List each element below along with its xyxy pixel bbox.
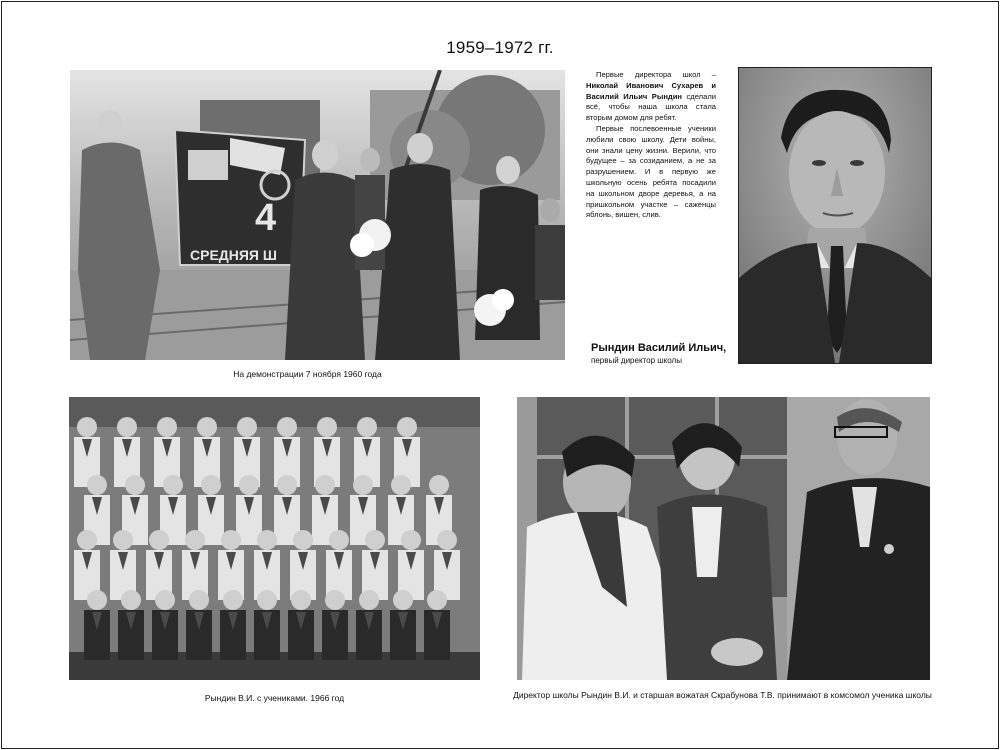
portrait-role: первый директор школы xyxy=(591,356,682,365)
komsomol-caption: Директор школы Рындин В.И. и старшая вожатая Скрабунова Т.В. принимают в комсомол ученика школы xyxy=(513,690,932,700)
demonstration-photo xyxy=(70,70,565,360)
intro-paragraph-2: Первые послевоенные ученики любили свою школу. Дети войны, они знали цену жизни. Верили, что будущее – за созиданием, а не за разрушением. И в первую же школьную осень ребята посадили на школьном дворе деревья, а на пришкольном участке – саженцы яблонь, вишен, слив. xyxy=(586,123,716,220)
intro-text xyxy=(586,70,716,221)
demonstration-caption: На демонстрации 7 ноября 1960 года xyxy=(233,369,382,379)
class-photo xyxy=(69,397,480,680)
komsomol-photo xyxy=(517,397,930,680)
director-portrait xyxy=(738,67,932,364)
page-title: 1959–1972 гг. xyxy=(446,38,554,57)
intro-paragraph-1: Первые директора школ – Николай Иванович Сухарев и Василий Ильич Рындин сделали всё, чтобы наша школа стала вторым домом для ребят. xyxy=(586,70,717,123)
banner-text: СРЕДНЯЯ Ш xyxy=(190,247,277,263)
directors-names: Николай Иванович Сухарев и Василий Ильич Рындин xyxy=(586,80,716,101)
class-caption: Рындин В.И. с учениками. 1966 год xyxy=(204,693,345,703)
banner-number: 4 xyxy=(255,197,277,239)
portrait-name: Рындин Василий Ильич, xyxy=(591,342,727,354)
